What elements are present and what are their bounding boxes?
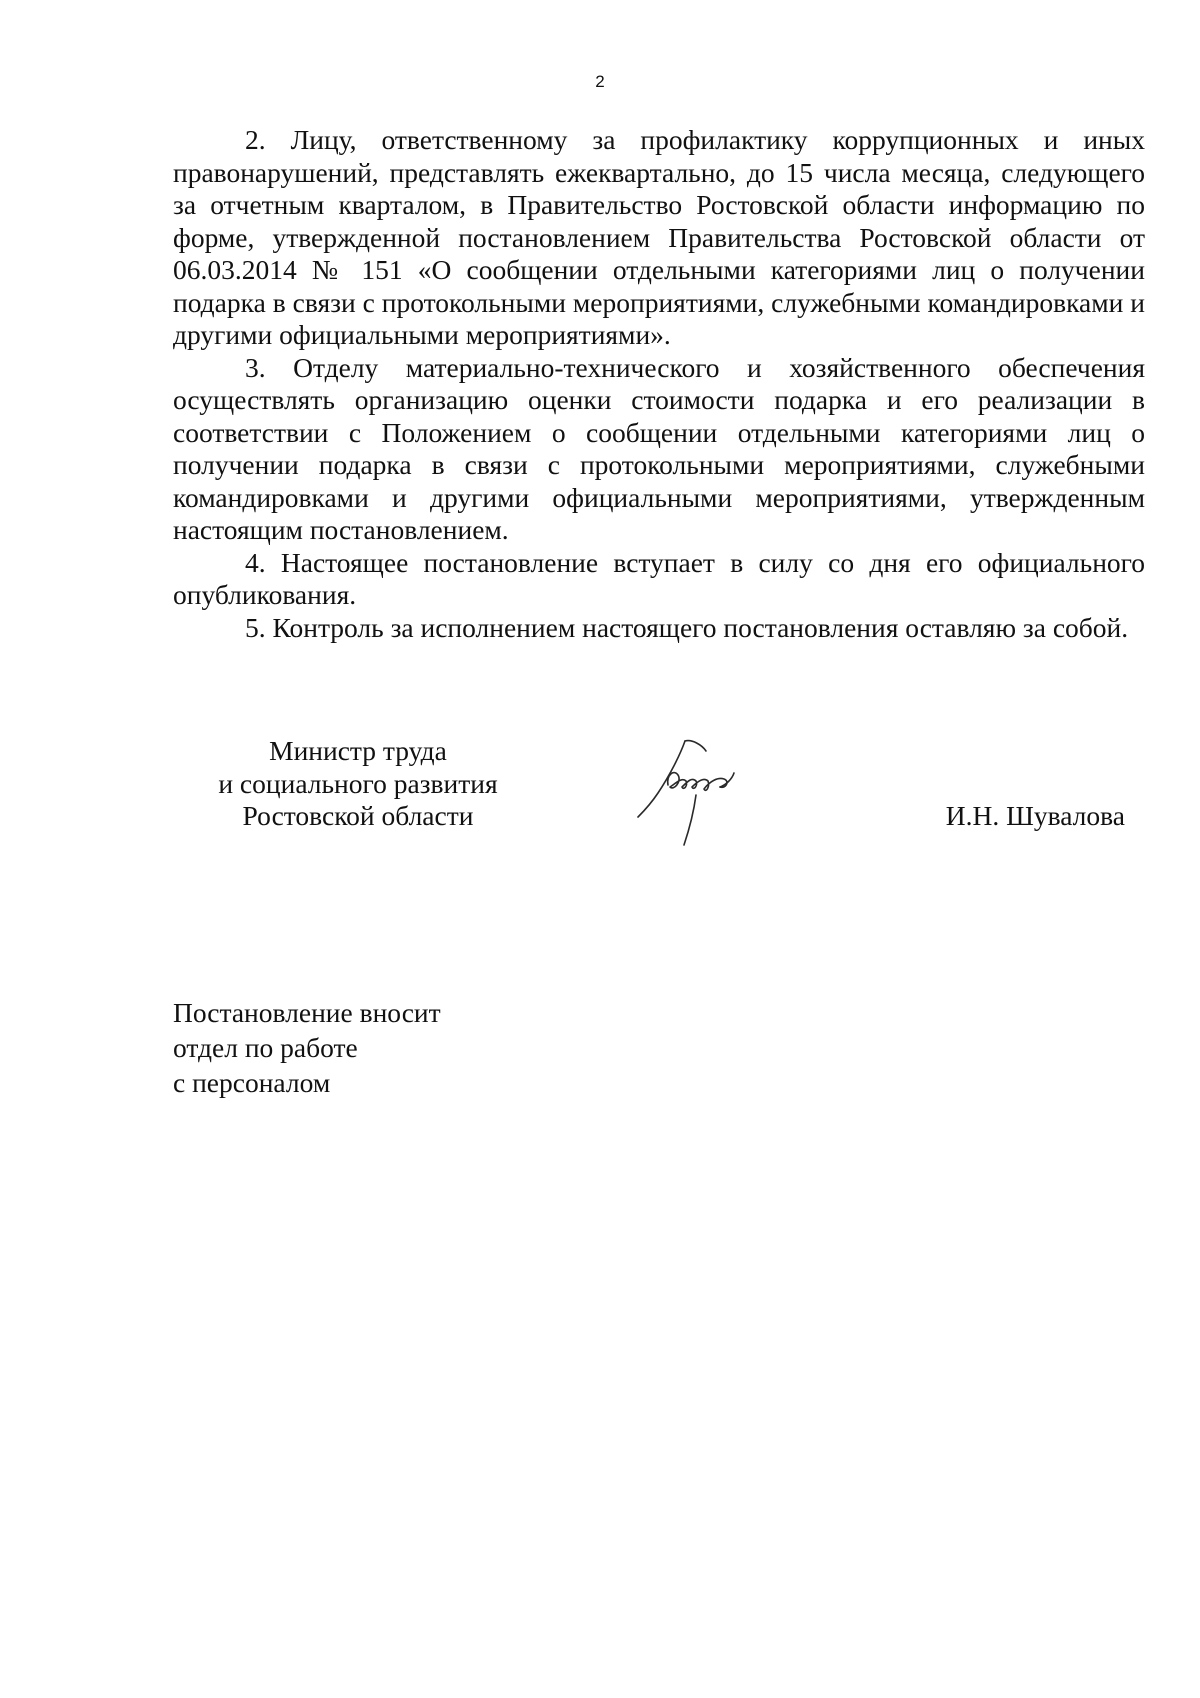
page-number: 2 (595, 72, 605, 91)
signer-title (178, 735, 538, 833)
paragraph-3: 3. Отделу материально-технического и хозяйственного обеспечения осуществлять организацию оценки стоимости подарка и его реализации в соответствии с Положением о сообщении отдельными категориями лиц о получении подарка в связи с протокольными мероприятиями, служебными командировками и другими официальными мероприятиями, утвержденным настоящим постановлением. (173, 351, 1145, 545)
paragraph-4: 4. Настоящее постановление вступает в силу со дня его официального опубликования. (173, 546, 1145, 610)
signer-title-line: Министр труда (269, 735, 447, 766)
note-line: отдел по работе (173, 1032, 358, 1063)
signer-title-line: Ростовской области (242, 800, 474, 831)
handwritten-signature (630, 735, 770, 855)
paragraph-5: 5. Контроль за исполнением настоящего постановления оставляю за собой. (245, 611, 1129, 643)
paragraph-2: 2. Лицу, ответственному за профилактику коррупционных и иных правонарушений, представлять ежеквартально, до 15 числа месяца, следующего за отчетным кварталом, в Правительство Ростовской области информацию по форме, утвержденной постановлением Правительства Ростовской области от 06.03.2014 № 151 «О сообщении отдельными категориями лиц о получении подарка в связи с протокольными мероприятиями, служебными командировками и другими официальными мероприятиями». (173, 124, 1145, 350)
signer-title-line: и социального развития (218, 767, 498, 799)
note-line: Постановление вносит (173, 997, 441, 1028)
note-line: с персоналом (173, 1067, 331, 1098)
signer-name: И.Н. Шувалова (945, 800, 1125, 831)
submitted-by-note (173, 995, 441, 1100)
document-body (173, 124, 1145, 644)
